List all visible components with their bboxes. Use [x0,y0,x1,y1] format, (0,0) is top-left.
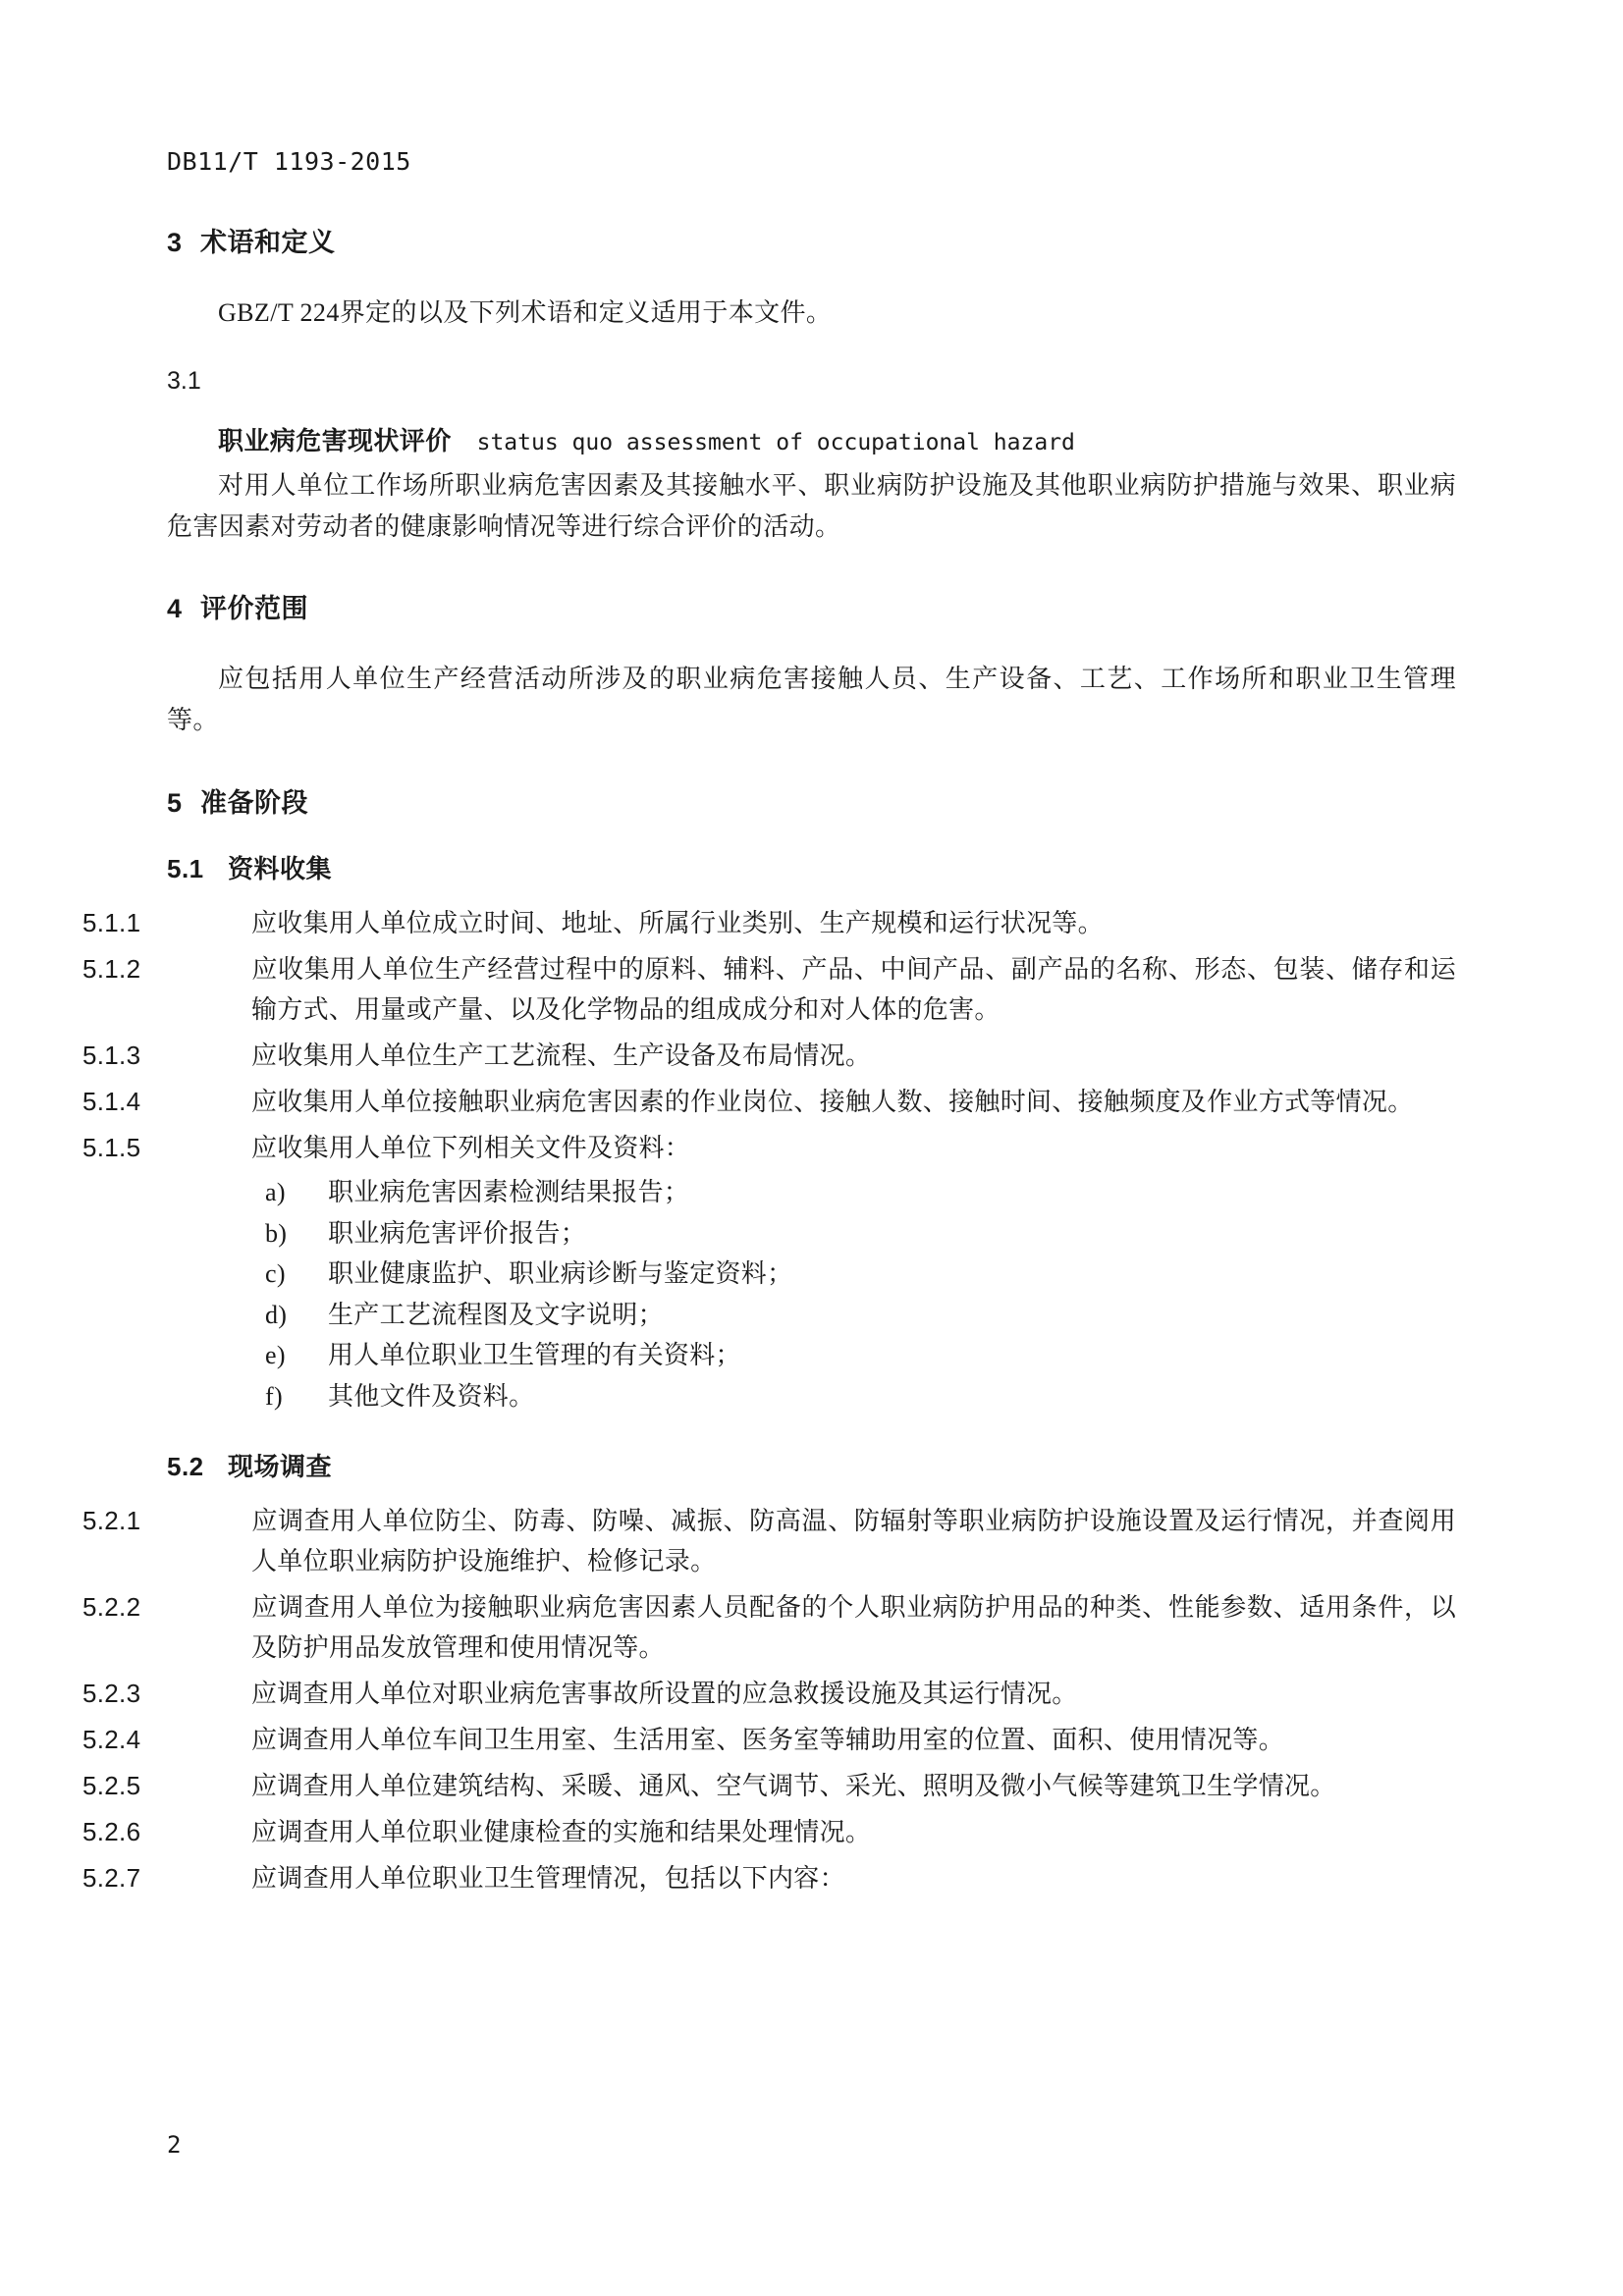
clause-5-2-5-text: 应调查用人单位建筑结构、采暖、通风、空气调节、采光、照明及微小气候等建筑卫生学情况。 [251,1772,1336,1801]
clause-5-2-2-text: 应调查用人单位为接触职业病危害因素人员配备的个人职业病防护用品的种类、性能参数、适用条件，以及防护用品发放管理和使用情况等。 [251,1592,1456,1662]
section-heading-4 [167,587,1456,625]
subsection-5-1-title: 资料收集 [228,853,333,883]
subsection-5-2-number: 5.2 [167,1451,204,1481]
list-item-marker: b) [265,1218,288,1248]
clause-5-1-3-text: 应收集用人单位生产工艺流程、生产设备及布局情况。 [251,1041,872,1070]
clause-5-1-3 [82,1036,1456,1076]
clause-list-5-1 [82,903,1456,1168]
list-item-text: 职业病危害评价报告； [328,1218,587,1248]
list-item-marker: a) [265,1178,286,1207]
clause-5-2-6-text: 应调查用人单位职业健康检查的实施和结果处理情况。 [251,1818,872,1847]
list-item [265,1295,1456,1336]
clause-5-1-5 [82,1128,1456,1168]
clause-5-2-1-text: 应调查用人单位防尘、防毒、防噪、减振、防高温、防辐射等职业病防护设施设置及运行情况，并查阅用人单位职业病防护设施维护、检修记录。 [251,1506,1456,1575]
clause-5-2-7 [82,1858,1456,1898]
clause-5-2-6 [82,1812,1456,1852]
list-item [265,1254,1456,1295]
list-item-text: 职业健康监护、职业病诊断与鉴定资料； [328,1259,793,1289]
clause-5-2-4-label: 5.2.4 [82,1724,141,1754]
clause-5-2-7-label: 5.2.7 [82,1863,141,1894]
clause-5-2-1-label: 5.2.1 [82,1505,141,1535]
section-4-title: 评价范围 [200,594,308,624]
clause-5-2-3-label: 5.2.3 [82,1678,141,1708]
term-title [167,421,1456,457]
list-item-text: 其他文件及资料。 [328,1381,535,1411]
section-4-number: 4 [167,594,183,624]
clause-5-1-1-label: 5.1.1 [82,907,141,937]
clause-5-2-2 [82,1587,1456,1668]
list-item-marker: d) [265,1300,288,1329]
page-header: DB11/T 1193-2015 [167,147,411,176]
section-5-title: 准备阶段 [200,787,308,818]
clause-list-5-2 [82,1501,1456,1899]
clause-5-2-3 [82,1674,1456,1714]
section-heading-3 [167,221,1456,259]
clause-5-2-4-text: 应调查用人单位车间卫生用室、生活用室、医务室等辅助用室的位置、面积、使用情况等。 [251,1725,1285,1754]
clause-5-1-1 [82,903,1456,943]
section-heading-5 [167,781,1456,820]
list-item [265,1335,1456,1376]
list-item [265,1376,1456,1417]
clause-5-2-7-text: 应调查用人单位职业卫生管理情况，包括以下内容： [251,1864,845,1894]
clause-5-2-5-label: 5.2.5 [82,1771,141,1801]
alpha-list-5-1-5 [167,1172,1456,1417]
list-item-text: 生产工艺流程图及文字说明； [328,1300,664,1329]
section-3-title: 术语和定义 [200,228,336,257]
section-3-number: 3 [167,228,183,257]
clause-5-2-1 [82,1501,1456,1581]
clause-5-1-4-label: 5.1.4 [82,1086,141,1116]
subsection-heading-5-2 [167,1447,1456,1483]
list-item [265,1172,1456,1213]
term-definition: 对用人单位工作场所职业病危害因素及其接触水平、职业病防护设施及其他职业病防护措施与效果、职业病危害因素对劳动者的健康影响情况等进行综合评价的活动。 [167,471,1456,542]
clause-3-1-number: 3.1 [167,367,201,396]
page-number: 2 [167,2131,182,2159]
clause-5-1-2 [82,949,1456,1030]
clause-5-2-6-label: 5.2.6 [82,1817,141,1847]
clause-5-1-4-text: 应收集用人单位接触职业病危害因素的作业岗位、接触人数、接触时间、接触频度及作业方式等情况。 [251,1087,1414,1116]
clause-5-1-5-label: 5.1.5 [82,1132,141,1162]
section-3-body: GBZ/T 224界定的以及下列术语和定义适用于本文件。 [218,298,833,327]
subsection-heading-5-1 [167,849,1456,885]
term-title-cn: 职业病危害现状评价 [218,426,452,456]
list-item-marker: e) [265,1341,286,1370]
list-item-marker: f) [265,1381,283,1411]
clause-5-2-4 [82,1720,1456,1760]
clause-5-1-1-text: 应收集用人单位成立时间、地址、所属行业类别、生产规模和运行状况等。 [251,908,1104,937]
clause-5-1-2-label: 5.1.2 [82,953,141,984]
section-4-body: 应包括用人单位生产经营活动所涉及的职业病危害接触人员、生产设备、工艺、工作场所和职业卫生管理等。 [167,665,1456,735]
term-title-en: status quo assessment of occupational hazard [476,430,1075,456]
list-item-marker: c) [265,1259,286,1289]
list-item-text: 职业病危害因素检测结果报告； [328,1178,690,1207]
clause-5-1-3-label: 5.1.3 [82,1040,141,1070]
clause-5-2-5 [82,1766,1456,1806]
clause-5-1-4 [82,1082,1456,1122]
clause-5-2-2-label: 5.2.2 [82,1591,141,1622]
subsection-5-1-number: 5.1 [167,853,204,883]
clause-5-1-2-text: 应收集用人单位生产经营过程中的原料、辅料、产品、中间产品、副产品的名称、形态、包装、储存和运输方式、用量或产量、以及化学物品的组成成分和对人体的危害。 [251,954,1456,1024]
list-item-text: 用人单位职业卫生管理的有关资料； [328,1341,741,1370]
section-5-number: 5 [167,787,183,818]
clause-5-2-3-text: 应调查用人单位对职业病危害事故所设置的应急救援设施及其运行情况。 [251,1679,1078,1708]
clause-5-1-5-text: 应收集用人单位下列相关文件及资料： [251,1133,691,1162]
list-item [265,1213,1456,1255]
subsection-5-2-title: 现场调查 [228,1451,333,1481]
